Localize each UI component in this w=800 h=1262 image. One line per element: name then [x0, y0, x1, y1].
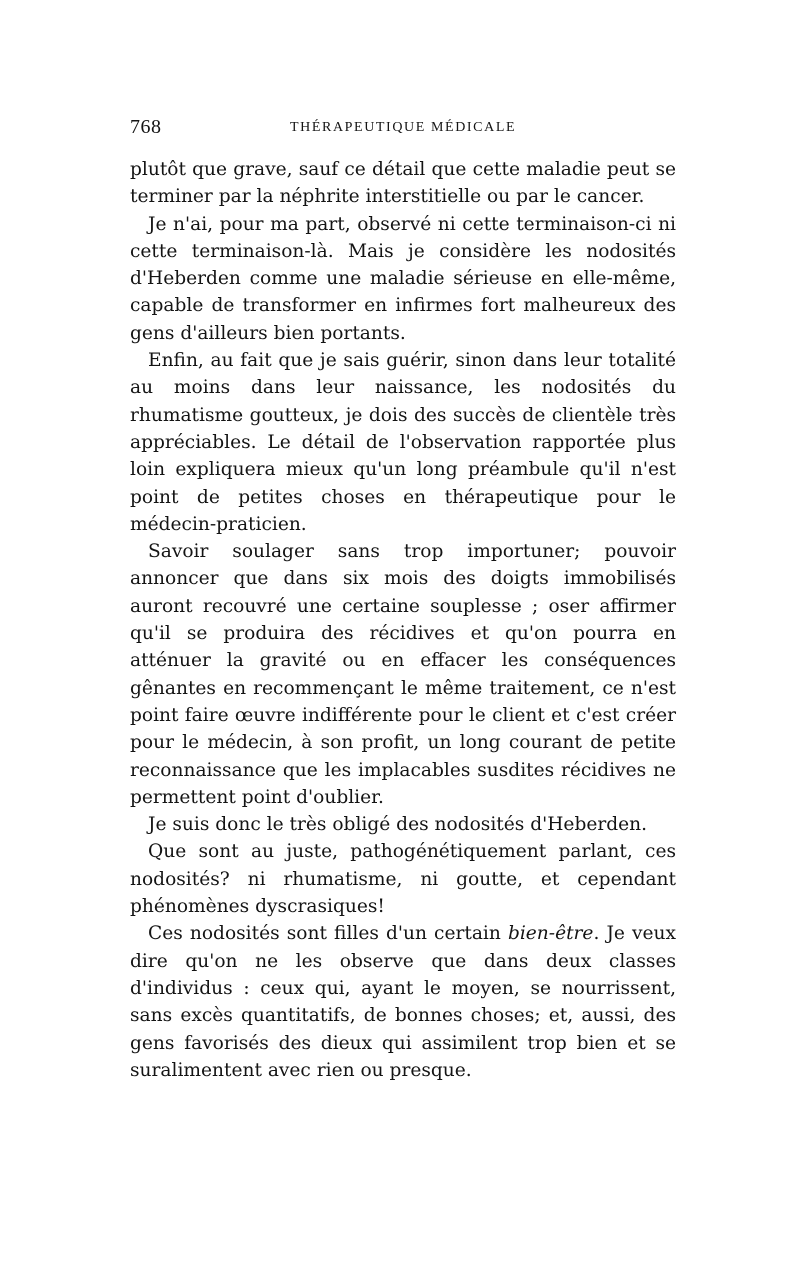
paragraph-7 — [130, 920, 676, 1084]
paragraph-6: Que sont au juste, pathogénétiquement parlant, ces nodosités? ni rhumatisme, ni goutte, et cependant phénomènes dyscrasiques! — [130, 841, 676, 918]
italic-term: bien-être — [507, 923, 594, 945]
page-header — [130, 116, 676, 140]
paragraph-7-start: Ces nodosités sont filles d'un certain — [148, 923, 508, 945]
paragraph-4: Savoir soulager sans trop importuner; pouvoir annoncer que dans six mois des doigts immobilisés auront recouvré une certaine souplesse ; oser affirmer qu'il se produira des récidives et qu'on pourra en atténuer la gravité ou en effacer les conséquences gênantes en recommençant le même traitement, ce n'est point faire œuvre indifférente pour le client et c'est créer pour le médecin, à son profit, un long courant de petite reconnaissance que les implacables susdites récidives ne permettent point d'oublier. — [130, 541, 676, 808]
paragraph-2: Je n'ai, pour ma part, observé ni cette terminaison-ci ni cette terminaison-là. Mais je considère les nodosités d'Heberden comme une maladie sérieuse en elle-même, capable de transformer en infirmes fort malheureux des gens d'ailleurs bien portants. — [130, 213, 676, 344]
running-title: THÉRAPEUTIQUE MÉDICALE — [290, 120, 517, 135]
page-number: 768 — [130, 116, 162, 138]
paragraph-1: plutôt que grave, sauf ce détail que cette maladie peut se terminer par la néphrite interstitielle ou par le cancer. — [130, 159, 676, 208]
paragraph-5: Je suis donc le très obligé des nodosités d'Heberden. — [148, 814, 648, 836]
paragraph-3: Enfin, au fait que je sais guérir, sinon dans leur totalité au moins dans leur naissance, les nodosités du rhumatisme goutteux, je dois des succès de clientèle très appréciables. Le détail de l'observation rapportée plus loin expliquera mieux qu'un long préambule qu'il n'est point de petites choses en thérapeutique pour le médecin-praticien. — [130, 350, 676, 535]
body-text — [130, 156, 676, 1084]
paragraph-7-end: . Je veux dire qu'on ne les observe que dans deux classes d'individus : ceux qui, ayant le moyen, se nourrissent, sans excès quantitatifs, de bonnes choses; et, aussi, des gens favorisés des dieux qui assimilent trop bien et se suralimentent avec rien ou presque. — [130, 923, 676, 1081]
